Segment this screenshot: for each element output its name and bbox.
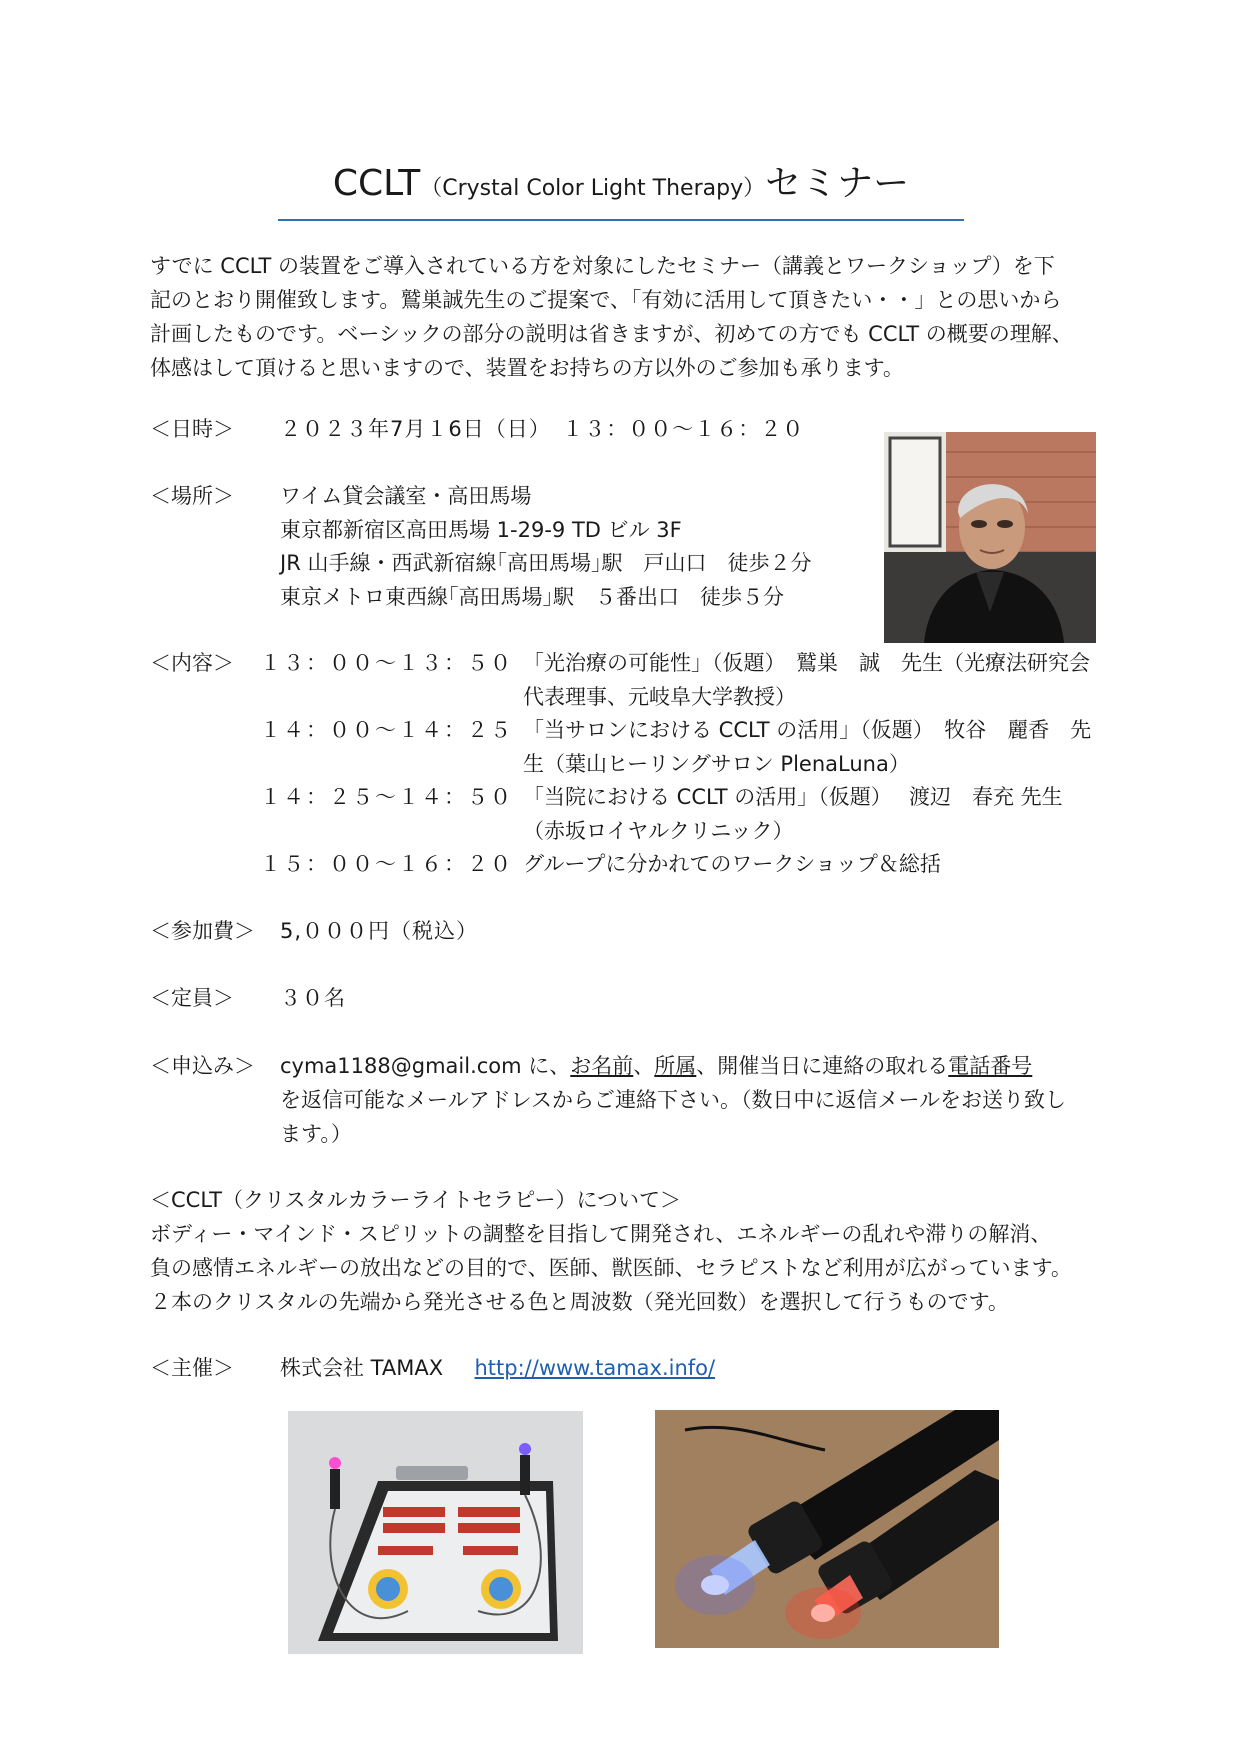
intro-line: 計画したものです。ベーシックの部分の説明は省きますが、初めての方でも CCLT の概要の理解、	[150, 322, 1073, 346]
apply-name: お名前	[570, 1054, 634, 1078]
apply-text	[280, 1049, 1096, 1151]
title-underline	[278, 219, 964, 221]
apply-line: ます。）	[280, 1122, 352, 1146]
apply-text-part: 、開催当日に連絡の取れる	[696, 1054, 949, 1078]
organizer-label: ＜主催＞	[150, 1356, 234, 1380]
about-heading: ＜CCLT（クリスタルカラーライトセラピー）について＞	[150, 1188, 682, 1212]
probes-illustration	[655, 1410, 999, 1648]
intro-line: すでに CCLT の装置をご導入されている方を対象にしたセミナー（講義とワークショップ）を下	[150, 254, 1055, 278]
cclt-device-photo	[288, 1411, 583, 1654]
apply-text-part: に、	[521, 1054, 571, 1078]
about-line: ボディー・マインド・スピリットの調整を目指して開発され、エネルギーの乱れや滞りの解消、	[150, 1222, 1052, 1246]
apply-line	[280, 1049, 1096, 1083]
title-main: CCLT	[332, 163, 421, 204]
venue-line: ワイム貸会議室・高田馬場	[280, 484, 532, 508]
program-desc-line: 「光治療の可能性」（仮題） 鷲巣 誠 先生（光療法研究会	[523, 651, 1090, 675]
capacity-value: ３０名	[280, 986, 346, 1010]
organizer-url-link[interactable]: http://www.tamax.info/	[474, 1356, 716, 1380]
program-desc	[523, 713, 1096, 781]
crystal-probes-photo	[655, 1410, 999, 1648]
program-desc-line: 生（葉山ヒーリングサロン PlenaLuna）	[523, 752, 910, 776]
device-illustration	[288, 1411, 583, 1654]
apply-affiliation: 所属	[654, 1054, 697, 1078]
organizer-name: 株式会社 TAMAX	[280, 1356, 444, 1380]
program-time: １３：００～１３：５０	[260, 651, 513, 675]
about-line: ２本のクリスタルの先端から発光させる色と周波数（発光回数）を選択して行うものです。	[150, 1290, 1009, 1314]
venue-line: 東京都新宿区高田馬場 1-29-9 TD ビル 3F	[280, 518, 682, 542]
lecturer-portrait-photo	[884, 432, 1096, 643]
fee-label: ＜参加費＞	[150, 919, 255, 943]
program-desc-line: 「当院における CCLT の活用」（仮題） 渡辺 春充 先生	[523, 785, 1063, 809]
apply-text-part: 、	[633, 1054, 655, 1078]
program-desc	[523, 780, 1096, 848]
title-tail: セミナー	[765, 163, 910, 204]
apply-email[interactable]: cyma1188@gmail.com	[280, 1054, 522, 1078]
apply-phone: 電話番号	[948, 1054, 1033, 1078]
venue-line: 東京メトロ東西線｢高田馬場｣駅 ５番出口 徒歩５分	[280, 585, 784, 609]
program-time: １５：００～１６：２０	[260, 852, 513, 876]
about-section	[150, 1183, 1100, 1319]
intro-line: 記のとおり開催致します。鷲巣誠先生のご提案で、「有効に活用して頂きたい・・」との思いから	[150, 288, 1062, 312]
apply-label: ＜申込み＞	[150, 1054, 255, 1078]
about-line: 負の感情エネルギーの放出などの目的で、医師、獣医師、セラピストなど利用が広がっています。	[150, 1256, 1072, 1280]
intro-line: 体感はして頂けると思いますので、装置をお持ちの方以外のご参加も承ります。	[150, 356, 904, 380]
page-title	[278, 160, 964, 208]
datetime-label: ＜日時＞	[150, 417, 234, 441]
program-desc	[523, 847, 1096, 881]
program-desc-line: 代表理事、元岐阜大学教授）	[523, 685, 796, 709]
program-desc-line: （赤坂ロイヤルクリニック）	[523, 819, 794, 843]
program-desc	[523, 646, 1096, 714]
title-sub: （Crystal Color Light Therapy）	[420, 176, 766, 201]
datetime-value: ２０２３年7月１6日（日） １３：００～１６：２０	[280, 417, 805, 441]
organizer-row	[280, 1351, 715, 1385]
apply-line: を返信可能なメールアドレスからご連絡下さい。（数日中に返信メールをお送り致し	[280, 1088, 1067, 1112]
portrait-illustration	[884, 432, 1096, 643]
program-desc-line: グループに分かれてのワークショップ＆総括	[523, 852, 941, 876]
program-desc-line: 「当サロンにおける CCLT の活用」（仮題） 牧谷 麗香 先	[523, 718, 1092, 742]
program-time: １４：００～１４：２５	[260, 718, 513, 742]
program-label: ＜内容＞	[150, 651, 234, 675]
capacity-label: ＜定員＞	[150, 986, 234, 1010]
program-time: １４：２５～１４：５０	[260, 785, 513, 809]
venue-label: ＜場所＞	[150, 484, 234, 508]
fee-value: 5,０００円（税込）	[280, 919, 479, 943]
intro-paragraph	[150, 249, 1095, 385]
venue-line: JR 山手線・西武新宿線｢高田馬場｣駅 戸山口 徒歩２分	[280, 551, 812, 575]
